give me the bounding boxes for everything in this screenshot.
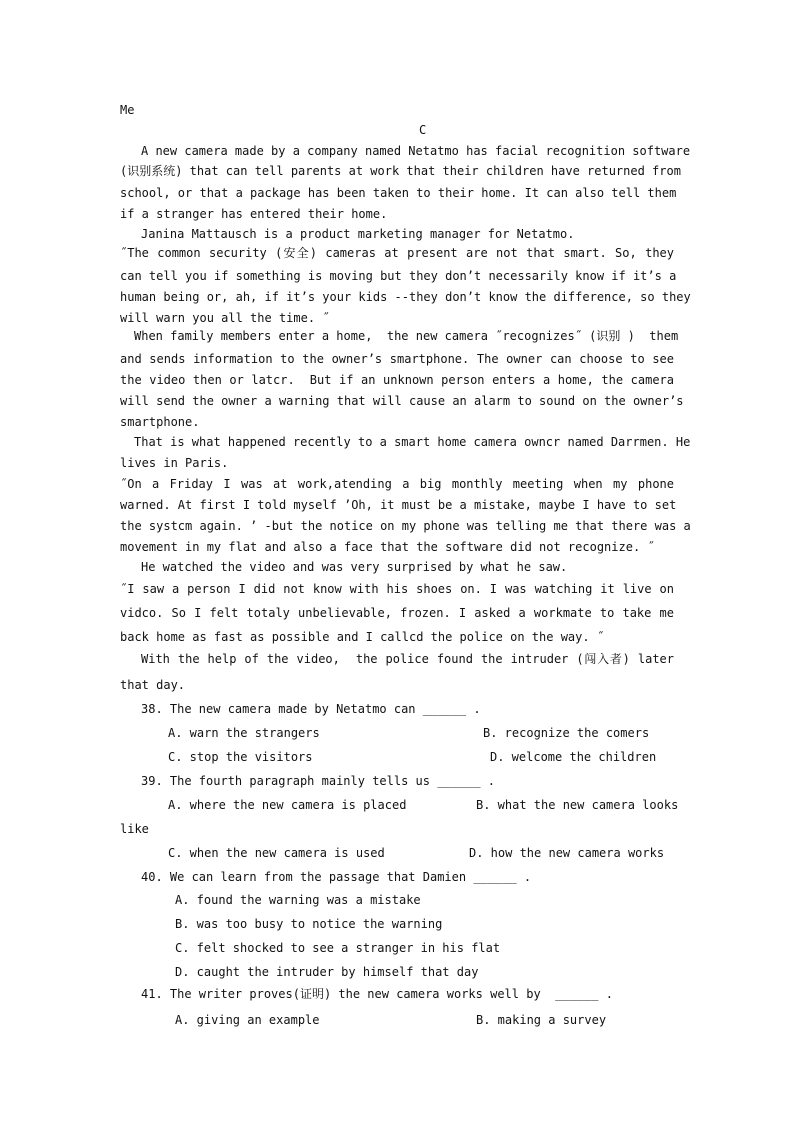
passage-line: the video then or latcr. But if an unknown person enters a home, the camera (120, 373, 674, 387)
passage-line: and sends information to the owner’s smartphone. The owner can choose to see (120, 352, 674, 366)
passage-line: Janina Mattausch is a product marketing manager for Netatmo. (141, 227, 575, 241)
passage-line: vidco. So I felt totaly unbelievable, frozen. I asked a workmate to take me (120, 606, 674, 620)
q38-option-b: B. recognize the comers (483, 726, 650, 740)
passage-line: He watched the video and was very surprised by what he saw. (141, 560, 568, 574)
question-stem-41: 41. The writer proves(证明) the new camera works well by ______ . (141, 987, 613, 1001)
passage-line: ˝I saw a person I did not know with his shoes on. I was watching it live on (120, 582, 674, 596)
passage-line: human being or, ah, if it’s your kids --they don’t know the difference, so they (120, 290, 691, 304)
corner-text: Me (120, 103, 135, 117)
q38-option-d: D. welcome the children (490, 750, 657, 764)
passage-line: A new camera made by a company named Netatmo has facial recognition software (141, 144, 691, 158)
passage-line: ˝The common security (安全) cameras at present are not that smart. So, they (120, 246, 674, 260)
passage-line: school, or that a package has been taken to their home. It can also tell them (120, 186, 677, 200)
q39-option-b: B. what the new camera looks (476, 798, 679, 812)
passage-line: ˝On a Friday I was at work,atending a big monthly meeting when my phone (120, 477, 674, 491)
passage-line: back home as fast as possible and I callcd the police on the way. ˝ (120, 630, 605, 644)
question-stem-40: 40. We can learn from the passage that Damien ______ . (141, 870, 532, 884)
q39-option-b-wrap: like (120, 822, 149, 836)
passage-line: if a stranger has entered their home. (120, 207, 388, 221)
q38-option-a: A. warn the strangers (168, 726, 320, 740)
q41-option-b: B. making a survey (476, 1013, 607, 1027)
passage-line: (识别系统) that can tell parents at work that their children have returned from (120, 164, 681, 178)
passage-line: With the help of the video, the police found the intruder (闯入者) later (141, 652, 674, 666)
passage-line: smartphone. (120, 415, 200, 429)
passage-line: will send the owner a warning that will cause an alarm to sound on the owner’s (120, 394, 684, 408)
q39-option-d: D. how the new camera works (469, 846, 665, 860)
q40-option-a: A. found the warning was a mistake (175, 893, 421, 907)
passage-line: will warn you all the time. ˝ (120, 311, 330, 325)
passage-line: That is what happened recently to a smart home camera owncr named Darrmen. He (134, 435, 691, 449)
question-stem-38: 38. The new camera made by Netatmo can ______ . (141, 702, 481, 716)
q40-option-c: C. felt shocked to see a stranger in his flat (175, 941, 501, 955)
q40-option-b: B. was too busy to notice the warning (175, 917, 443, 931)
passage-line: movement in my flat and also a face that the software did not recognize. ˝ (120, 540, 655, 554)
q41-option-a: A. giving an example (175, 1013, 320, 1027)
passage-line: can tell you if something is moving but they don’t necessarily know if it’s a (120, 269, 677, 283)
passage-line: that day. (120, 678, 186, 692)
passage-line: When family members enter a home, the new camera ˝recognizes˝ (识别 ) them (134, 329, 679, 343)
passage-line: the systcm again. ’ -but the notice on my phone was telling me that there was a (120, 519, 691, 533)
section-letter: C (419, 123, 427, 137)
q39-option-c: C. when the new camera is used (168, 846, 385, 860)
q39-option-a: A. where the new camera is placed (168, 798, 407, 812)
q40-option-d: D. caught the intruder by himself that day (175, 965, 479, 979)
passage-line: lives in Paris. (120, 456, 229, 470)
q38-option-c: C. stop the visitors (168, 750, 313, 764)
question-stem-39: 39. The fourth paragraph mainly tells us ______ . (141, 774, 496, 788)
passage-line: warned. At first I told myself ’Oh, it must be a mistake, maybe I have to set (120, 498, 677, 512)
